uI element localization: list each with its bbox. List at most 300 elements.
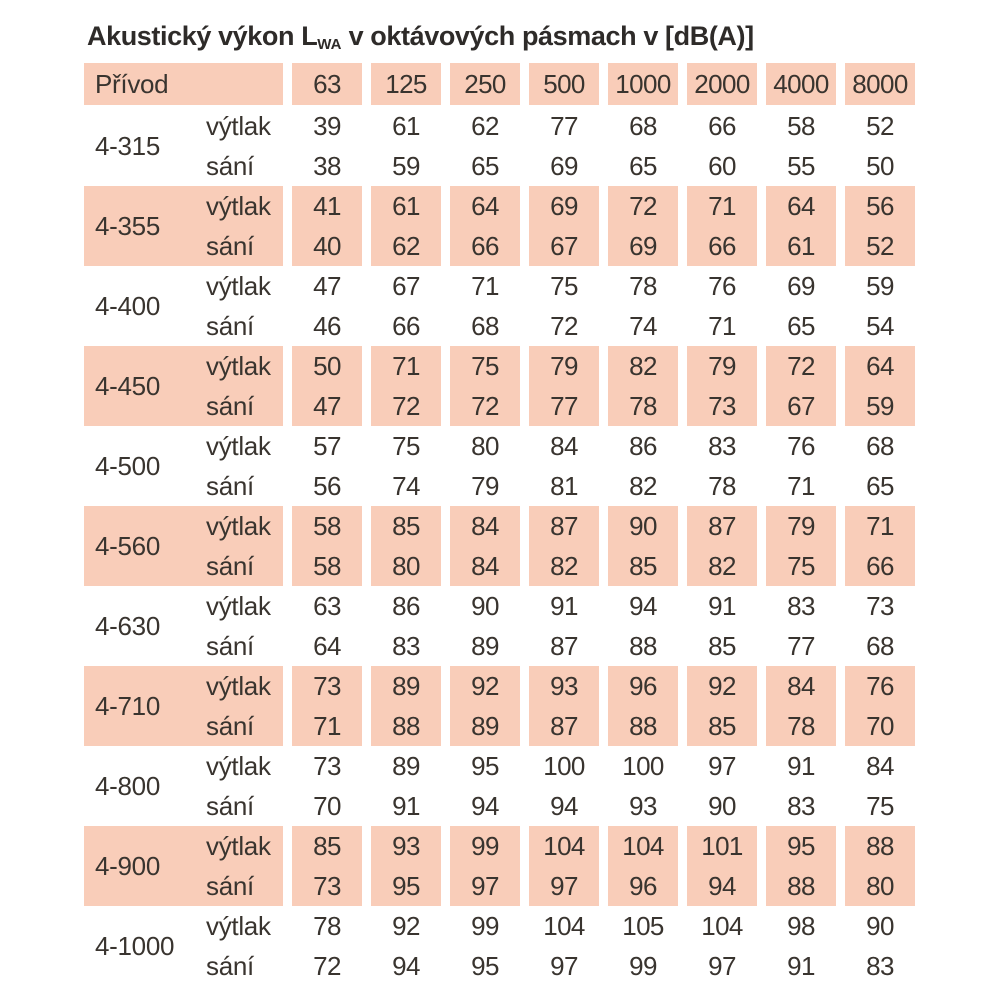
value-column bbox=[371, 506, 441, 586]
row-labels bbox=[206, 346, 271, 426]
value-column bbox=[687, 826, 757, 906]
value-column bbox=[608, 186, 678, 266]
suction-value-cell: 68 bbox=[866, 631, 894, 661]
value-column bbox=[450, 346, 520, 426]
discharge-value-cell: 83 bbox=[708, 431, 736, 461]
model-label-block bbox=[84, 826, 283, 906]
suction-value-cell: 95 bbox=[392, 871, 420, 901]
discharge-value-cell: 101 bbox=[701, 831, 743, 861]
value-column bbox=[371, 266, 441, 346]
discharge-value-cell: 87 bbox=[550, 511, 578, 541]
suction-value-cell: 89 bbox=[471, 631, 499, 661]
discharge-value-cell: 87 bbox=[708, 511, 736, 541]
row-labels bbox=[206, 826, 271, 906]
model-label: 4-355 bbox=[95, 211, 160, 241]
discharge-value-cell: 95 bbox=[787, 831, 815, 861]
discharge-value-cell: 93 bbox=[392, 831, 420, 861]
model-label: 4-800 bbox=[95, 771, 160, 801]
suction-value-cell: 88 bbox=[392, 711, 420, 741]
discharge-value-cell: 73 bbox=[313, 751, 341, 781]
discharge-row-label: výtlak bbox=[206, 751, 271, 781]
value-column bbox=[292, 586, 362, 666]
discharge-value-cell: 76 bbox=[708, 271, 736, 301]
discharge-value-cell: 92 bbox=[471, 671, 499, 701]
value-column bbox=[608, 106, 678, 186]
suction-value-cell: 46 bbox=[313, 311, 341, 341]
model-label-block bbox=[84, 106, 283, 186]
suction-value-cell: 97 bbox=[550, 951, 578, 981]
value-column bbox=[292, 506, 362, 586]
row-labels bbox=[206, 186, 271, 266]
discharge-value-cell: 85 bbox=[392, 511, 420, 541]
discharge-value-cell: 68 bbox=[866, 431, 894, 461]
suction-row-label: sání bbox=[206, 631, 254, 661]
table-group-row bbox=[84, 186, 915, 266]
suction-value-cell: 88 bbox=[787, 871, 815, 901]
discharge-value-cell: 75 bbox=[471, 351, 499, 381]
discharge-row-label: výtlak bbox=[206, 511, 271, 541]
discharge-row-label: výtlak bbox=[206, 911, 271, 941]
discharge-value-cell: 64 bbox=[866, 351, 894, 381]
model-label-block bbox=[84, 506, 283, 586]
discharge-value-cell: 58 bbox=[787, 111, 815, 141]
suction-value-cell: 65 bbox=[787, 311, 815, 341]
supply-header-label: Přívod bbox=[95, 69, 169, 99]
frequency-header-value: 500 bbox=[543, 69, 585, 99]
table-group-row bbox=[84, 666, 915, 746]
suction-value-cell: 47 bbox=[313, 391, 341, 421]
discharge-value-cell: 72 bbox=[787, 351, 815, 381]
value-column bbox=[529, 586, 599, 666]
value-column bbox=[529, 666, 599, 746]
suction-value-cell: 62 bbox=[392, 231, 420, 261]
suction-value-cell: 75 bbox=[787, 551, 815, 581]
suction-row-label: sání bbox=[206, 391, 254, 421]
discharge-value-cell: 97 bbox=[708, 751, 736, 781]
frequency-header-cell bbox=[292, 63, 362, 105]
model-label-block bbox=[84, 186, 283, 266]
model-label: 4-500 bbox=[95, 451, 160, 481]
value-column bbox=[608, 826, 678, 906]
discharge-value-cell: 105 bbox=[622, 911, 664, 941]
suction-value-cell: 50 bbox=[866, 151, 894, 181]
suction-value-cell: 87 bbox=[550, 711, 578, 741]
suction-value-cell: 85 bbox=[708, 711, 736, 741]
discharge-value-cell: 100 bbox=[622, 751, 664, 781]
suction-value-cell: 83 bbox=[787, 791, 815, 821]
suction-value-cell: 72 bbox=[313, 951, 341, 981]
value-column bbox=[292, 906, 362, 986]
suction-value-cell: 78 bbox=[787, 711, 815, 741]
value-column bbox=[450, 586, 520, 666]
value-column bbox=[845, 666, 915, 746]
value-column bbox=[292, 746, 362, 826]
value-column bbox=[608, 586, 678, 666]
suction-value-cell: 93 bbox=[629, 791, 657, 821]
model-label: 4-315 bbox=[95, 131, 160, 161]
value-column bbox=[845, 426, 915, 506]
discharge-row-label: výtlak bbox=[206, 271, 271, 301]
table-group-row bbox=[84, 106, 915, 186]
value-column bbox=[687, 426, 757, 506]
suction-value-cell: 79 bbox=[471, 471, 499, 501]
suction-value-cell: 60 bbox=[708, 151, 736, 181]
discharge-value-cell: 73 bbox=[866, 591, 894, 621]
model-label: 4-710 bbox=[95, 691, 160, 721]
model-label: 4-1000 bbox=[95, 931, 175, 961]
discharge-value-cell: 78 bbox=[629, 271, 657, 301]
suction-value-cell: 90 bbox=[708, 791, 736, 821]
discharge-value-cell: 91 bbox=[708, 591, 736, 621]
discharge-value-cell: 94 bbox=[629, 591, 657, 621]
table-body bbox=[84, 106, 915, 986]
frequency-header-value: 125 bbox=[385, 69, 427, 99]
suction-value-cell: 72 bbox=[392, 391, 420, 421]
discharge-value-cell: 64 bbox=[787, 191, 815, 221]
suction-value-cell: 71 bbox=[787, 471, 815, 501]
discharge-value-cell: 61 bbox=[392, 191, 420, 221]
suction-row-label: sání bbox=[206, 711, 254, 741]
suction-row-label: sání bbox=[206, 231, 254, 261]
value-column bbox=[687, 506, 757, 586]
suction-value-cell: 74 bbox=[392, 471, 420, 501]
discharge-value-cell: 58 bbox=[313, 511, 341, 541]
value-column bbox=[845, 106, 915, 186]
value-column bbox=[766, 186, 836, 266]
value-column bbox=[529, 106, 599, 186]
frequency-header-value: 1000 bbox=[615, 69, 671, 99]
suction-value-cell: 77 bbox=[787, 631, 815, 661]
discharge-value-cell: 39 bbox=[313, 111, 341, 141]
suction-value-cell: 83 bbox=[866, 951, 894, 981]
value-column bbox=[845, 346, 915, 426]
value-column bbox=[450, 666, 520, 746]
suction-value-cell: 67 bbox=[787, 391, 815, 421]
suction-value-cell: 84 bbox=[471, 551, 499, 581]
discharge-value-cell: 84 bbox=[550, 431, 578, 461]
discharge-value-cell: 83 bbox=[787, 591, 815, 621]
discharge-value-cell: 104 bbox=[622, 831, 664, 861]
discharge-value-cell: 59 bbox=[866, 271, 894, 301]
suction-value-cell: 40 bbox=[313, 231, 341, 261]
value-column bbox=[292, 346, 362, 426]
suction-value-cell: 71 bbox=[708, 311, 736, 341]
table-group-row bbox=[84, 826, 915, 906]
title-suffix: v oktávových pásmach v [dB(A)] bbox=[341, 21, 754, 51]
suction-row-label: sání bbox=[206, 951, 254, 981]
discharge-value-cell: 88 bbox=[866, 831, 894, 861]
suction-value-cell: 88 bbox=[629, 711, 657, 741]
value-column bbox=[845, 506, 915, 586]
discharge-row-label: výtlak bbox=[206, 671, 271, 701]
value-column bbox=[687, 106, 757, 186]
row-labels bbox=[206, 586, 271, 666]
value-column bbox=[529, 346, 599, 426]
frequency-header-cell bbox=[371, 63, 441, 105]
model-label: 4-450 bbox=[95, 371, 160, 401]
suction-value-cell: 59 bbox=[866, 391, 894, 421]
suction-value-cell: 82 bbox=[708, 551, 736, 581]
frequency-header-cell bbox=[687, 63, 757, 105]
discharge-value-cell: 61 bbox=[392, 111, 420, 141]
discharge-value-cell: 67 bbox=[392, 271, 420, 301]
suction-value-cell: 66 bbox=[866, 551, 894, 581]
discharge-value-cell: 104 bbox=[543, 831, 585, 861]
table-header-row bbox=[84, 63, 915, 105]
value-column bbox=[845, 266, 915, 346]
value-column bbox=[766, 826, 836, 906]
table-group-row bbox=[84, 266, 915, 346]
value-column bbox=[450, 266, 520, 346]
suction-value-cell: 94 bbox=[471, 791, 499, 821]
suction-value-cell: 94 bbox=[392, 951, 420, 981]
discharge-row-label: výtlak bbox=[206, 591, 271, 621]
suction-value-cell: 59 bbox=[392, 151, 420, 181]
suction-value-cell: 56 bbox=[313, 471, 341, 501]
suction-value-cell: 64 bbox=[313, 631, 341, 661]
value-column bbox=[845, 826, 915, 906]
value-column bbox=[766, 266, 836, 346]
suction-row-label: sání bbox=[206, 151, 254, 181]
suction-value-cell: 66 bbox=[471, 231, 499, 261]
suction-value-cell: 52 bbox=[866, 231, 894, 261]
discharge-value-cell: 79 bbox=[550, 351, 578, 381]
frequency-header-value: 4000 bbox=[773, 69, 829, 99]
discharge-value-cell: 77 bbox=[550, 111, 578, 141]
suction-value-cell: 81 bbox=[550, 471, 578, 501]
value-column bbox=[371, 186, 441, 266]
suction-value-cell: 65 bbox=[629, 151, 657, 181]
value-column bbox=[371, 346, 441, 426]
value-column bbox=[529, 186, 599, 266]
discharge-value-cell: 66 bbox=[708, 111, 736, 141]
value-column bbox=[450, 506, 520, 586]
value-column bbox=[766, 666, 836, 746]
discharge-value-cell: 92 bbox=[392, 911, 420, 941]
suction-value-cell: 72 bbox=[550, 311, 578, 341]
suction-value-cell: 83 bbox=[392, 631, 420, 661]
value-column bbox=[529, 746, 599, 826]
frequency-header-value: 250 bbox=[464, 69, 506, 99]
value-column bbox=[450, 186, 520, 266]
row-labels bbox=[206, 666, 271, 746]
value-column bbox=[371, 746, 441, 826]
suction-value-cell: 73 bbox=[708, 391, 736, 421]
suction-value-cell: 95 bbox=[471, 951, 499, 981]
value-column bbox=[450, 106, 520, 186]
discharge-value-cell: 104 bbox=[701, 911, 743, 941]
discharge-value-cell: 92 bbox=[708, 671, 736, 701]
discharge-value-cell: 71 bbox=[392, 351, 420, 381]
value-column bbox=[529, 826, 599, 906]
value-column bbox=[608, 746, 678, 826]
discharge-value-cell: 100 bbox=[543, 751, 585, 781]
discharge-value-cell: 57 bbox=[313, 431, 341, 461]
model-label: 4-400 bbox=[95, 291, 160, 321]
value-column bbox=[845, 746, 915, 826]
suction-value-cell: 69 bbox=[629, 231, 657, 261]
suction-value-cell: 66 bbox=[708, 231, 736, 261]
value-column bbox=[292, 666, 362, 746]
frequency-header-value: 2000 bbox=[694, 69, 750, 99]
suction-value-cell: 91 bbox=[787, 951, 815, 981]
value-column bbox=[608, 906, 678, 986]
value-column bbox=[766, 426, 836, 506]
suction-value-cell: 82 bbox=[629, 471, 657, 501]
discharge-value-cell: 90 bbox=[629, 511, 657, 541]
suction-value-cell: 97 bbox=[471, 871, 499, 901]
suction-value-cell: 78 bbox=[629, 391, 657, 421]
discharge-value-cell: 75 bbox=[392, 431, 420, 461]
table-group-row bbox=[84, 586, 915, 666]
value-column bbox=[292, 186, 362, 266]
suction-value-cell: 71 bbox=[313, 711, 341, 741]
value-column bbox=[687, 666, 757, 746]
frequency-header-cell bbox=[529, 63, 599, 105]
value-column bbox=[766, 346, 836, 426]
model-label-block bbox=[84, 586, 283, 666]
suction-value-cell: 67 bbox=[550, 231, 578, 261]
discharge-value-cell: 90 bbox=[471, 591, 499, 621]
discharge-value-cell: 79 bbox=[708, 351, 736, 381]
value-column bbox=[450, 826, 520, 906]
discharge-value-cell: 84 bbox=[787, 671, 815, 701]
value-column bbox=[687, 346, 757, 426]
table-group-row bbox=[84, 906, 915, 986]
model-label-block bbox=[84, 266, 283, 346]
suction-row-label: sání bbox=[206, 471, 254, 501]
value-column bbox=[687, 746, 757, 826]
value-column bbox=[687, 186, 757, 266]
row-labels bbox=[206, 426, 271, 506]
value-column bbox=[845, 186, 915, 266]
suction-value-cell: 88 bbox=[629, 631, 657, 661]
suction-value-cell: 85 bbox=[629, 551, 657, 581]
value-column bbox=[292, 826, 362, 906]
value-column bbox=[608, 346, 678, 426]
value-column bbox=[687, 906, 757, 986]
model-label: 4-630 bbox=[95, 611, 160, 641]
suction-row-label: sání bbox=[206, 311, 254, 341]
discharge-value-cell: 85 bbox=[313, 831, 341, 861]
model-label-block bbox=[84, 906, 283, 986]
model-label-block bbox=[84, 666, 283, 746]
value-column bbox=[371, 106, 441, 186]
value-column bbox=[687, 266, 757, 346]
suction-value-cell: 85 bbox=[708, 631, 736, 661]
suction-value-cell: 73 bbox=[313, 871, 341, 901]
value-column bbox=[766, 106, 836, 186]
suction-value-cell: 74 bbox=[629, 311, 657, 341]
discharge-value-cell: 89 bbox=[392, 671, 420, 701]
discharge-value-cell: 72 bbox=[629, 191, 657, 221]
table-group-row bbox=[84, 746, 915, 826]
discharge-value-cell: 91 bbox=[550, 591, 578, 621]
discharge-value-cell: 99 bbox=[471, 911, 499, 941]
suction-value-cell: 70 bbox=[313, 791, 341, 821]
suction-value-cell: 97 bbox=[708, 951, 736, 981]
value-column bbox=[529, 506, 599, 586]
suction-value-cell: 82 bbox=[550, 551, 578, 581]
frequency-header-cell bbox=[766, 63, 836, 105]
row-labels bbox=[206, 746, 271, 826]
suction-value-cell: 91 bbox=[392, 791, 420, 821]
discharge-value-cell: 78 bbox=[313, 911, 341, 941]
value-column bbox=[766, 906, 836, 986]
discharge-value-cell: 71 bbox=[866, 511, 894, 541]
suction-value-cell: 78 bbox=[708, 471, 736, 501]
table-group-row bbox=[84, 506, 915, 586]
frequency-header-value: 8000 bbox=[852, 69, 908, 99]
frequency-header-cell bbox=[845, 63, 915, 105]
discharge-value-cell: 50 bbox=[313, 351, 341, 381]
title-prefix: Akustický výkon L bbox=[87, 21, 318, 51]
suction-value-cell: 68 bbox=[471, 311, 499, 341]
value-column bbox=[608, 506, 678, 586]
value-column bbox=[529, 906, 599, 986]
suction-value-cell: 80 bbox=[392, 551, 420, 581]
discharge-value-cell: 96 bbox=[629, 671, 657, 701]
suction-value-cell: 97 bbox=[550, 871, 578, 901]
value-column bbox=[766, 506, 836, 586]
value-column bbox=[292, 106, 362, 186]
value-column bbox=[450, 426, 520, 506]
value-column bbox=[608, 426, 678, 506]
value-column bbox=[450, 906, 520, 986]
value-column bbox=[608, 266, 678, 346]
suction-row-label: sání bbox=[206, 551, 254, 581]
suction-value-cell: 77 bbox=[550, 391, 578, 421]
value-column bbox=[371, 666, 441, 746]
suction-value-cell: 55 bbox=[787, 151, 815, 181]
discharge-value-cell: 91 bbox=[787, 751, 815, 781]
discharge-value-cell: 93 bbox=[550, 671, 578, 701]
suction-value-cell: 99 bbox=[629, 951, 657, 981]
discharge-value-cell: 56 bbox=[866, 191, 894, 221]
suction-value-cell: 80 bbox=[866, 871, 894, 901]
model-label: 4-900 bbox=[95, 851, 160, 881]
model-label-block bbox=[84, 746, 283, 826]
discharge-value-cell: 99 bbox=[471, 831, 499, 861]
discharge-row-label: výtlak bbox=[206, 351, 271, 381]
suction-value-cell: 94 bbox=[708, 871, 736, 901]
discharge-row-label: výtlak bbox=[206, 831, 271, 861]
frequency-header-cell bbox=[608, 63, 678, 105]
suction-value-cell: 54 bbox=[866, 311, 894, 341]
discharge-value-cell: 90 bbox=[866, 911, 894, 941]
suction-value-cell: 65 bbox=[471, 151, 499, 181]
discharge-value-cell: 95 bbox=[471, 751, 499, 781]
discharge-value-cell: 80 bbox=[471, 431, 499, 461]
suction-value-cell: 66 bbox=[392, 311, 420, 341]
suction-value-cell: 38 bbox=[313, 151, 341, 181]
model-label: 4-560 bbox=[95, 531, 160, 561]
value-column bbox=[766, 746, 836, 826]
supply-header-block bbox=[84, 63, 283, 105]
discharge-value-cell: 52 bbox=[866, 111, 894, 141]
discharge-row-label: výtlak bbox=[206, 431, 271, 461]
value-column bbox=[687, 586, 757, 666]
discharge-value-cell: 63 bbox=[313, 591, 341, 621]
suction-value-cell: 69 bbox=[550, 151, 578, 181]
value-column bbox=[450, 746, 520, 826]
value-column bbox=[845, 586, 915, 666]
suction-value-cell: 94 bbox=[550, 791, 578, 821]
row-labels bbox=[206, 506, 271, 586]
model-label-block bbox=[84, 346, 283, 426]
suction-value-cell: 75 bbox=[866, 791, 894, 821]
discharge-row-label: výtlak bbox=[206, 191, 271, 221]
